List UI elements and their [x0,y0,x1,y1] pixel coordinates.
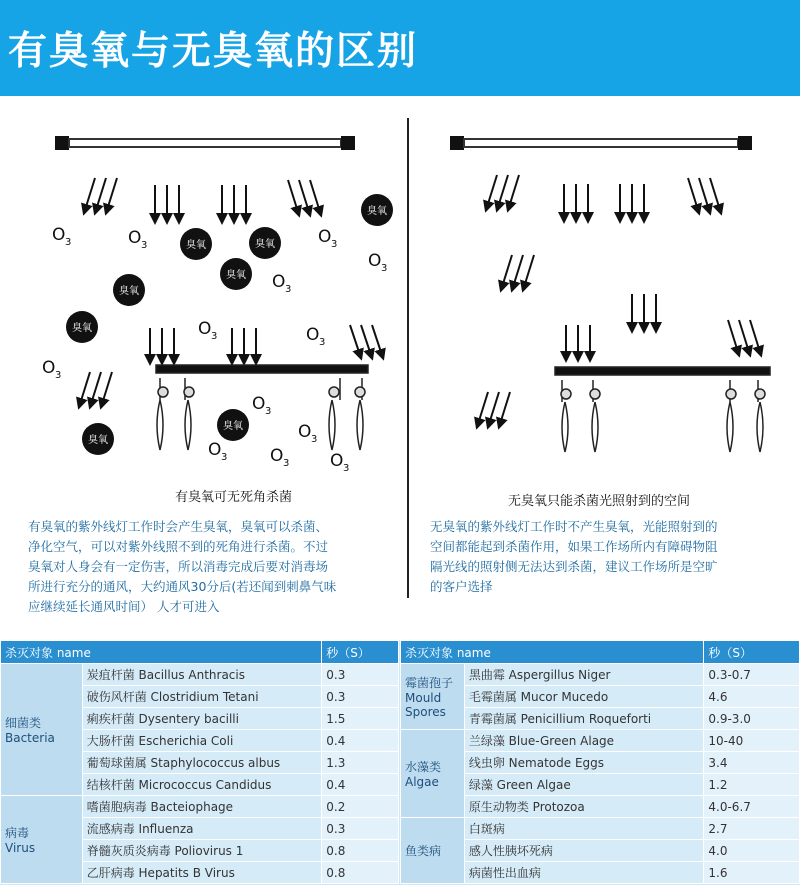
o3-symbol: O [298,422,312,442]
organism-name-cell: 毛霉菌属 Mucor Mucedo [464,686,704,708]
header-target: 杀灭对象 name [401,641,704,664]
uv-arrow [509,175,519,207]
uv-arrow [710,178,720,210]
o3-subscript: 3 [285,284,292,295]
o3-symbol: O [128,228,142,248]
seconds-cell: 1.5 [322,708,399,730]
category-cell: 细菌类 Bacteria [1,664,83,796]
uv-arrow [80,372,90,404]
uv-arrow [699,178,709,210]
organism-name-cell: 线虫卵 Nematode Eggs [464,752,704,774]
o3-subscript: 3 [283,458,290,469]
left-description [28,517,336,617]
uv-arrow [487,175,497,207]
right-desc-line: 隔光线的照射侧无法达到杀菌，建议工作场所是空旷 [430,559,718,574]
category-cell: 病毒 Virus [1,796,83,884]
ozone-label: 臭氧 [88,435,108,446]
seconds-cell: 0.9-3.0 [704,708,800,730]
seconds-cell: 1.2 [704,774,800,796]
o3-subscript: 3 [381,263,388,274]
o3-symbol: O [52,225,66,245]
right-desc-line: 的客户选择 [430,579,493,594]
uv-arrow [85,178,95,210]
organism-name-cell: 炭疽杆菌 Bacillus Anthracis [82,664,322,686]
uv-arrow [513,255,523,287]
uv-arrow [728,320,738,352]
seconds-cell: 0.4 [322,774,399,796]
o3-symbol: O [272,272,286,292]
o3-symbol: O [306,325,320,345]
seconds-cell: 0.8 [322,862,399,884]
uv-arrow [478,392,488,424]
seconds-cell: 3.4 [704,752,800,774]
organism-name-cell: 结核杆菌 Micrococcus Candidus [82,774,322,796]
header-seconds: 秒（S） [322,641,399,664]
o3-subscript: 3 [65,237,72,248]
organism-name-cell: 病菌性出血病 [464,862,704,884]
uv-lamp-ozone [55,136,355,150]
o3-symbol: O [198,319,212,339]
uv-arrow [102,372,112,404]
organism-name-cell: 原生动物类 Protozoa [464,796,704,818]
header-seconds: 秒（S） [704,641,800,664]
organism-name-cell: 脊髓灰质炎病毒 Poliovirus 1 [82,840,322,862]
category-cell: 霉菌孢子 Mould Spores [401,664,465,730]
seconds-cell: 0.3 [322,686,399,708]
table-row [401,664,800,686]
left-desc-line: 净化空气，可以对紫外线照不到的死角进行杀菌。不过 [28,539,329,554]
o3-symbol: O [330,451,344,471]
o3-subscript: 3 [211,331,218,342]
o3-symbol: O [208,440,222,460]
o3-subscript: 3 [311,434,318,445]
panel-divider [407,118,409,598]
category-cell: 鱼类病 [401,818,465,884]
seconds-cell: 0.3 [322,818,399,840]
o3-symbol: O [270,446,284,466]
uv-arrow [524,255,534,287]
uv-arrow [500,392,510,424]
uv-arrow [688,178,698,210]
table-row [1,664,399,686]
ozone-label: 臭氧 [72,323,92,334]
right-desc-line: 无臭氧的紫外线灯工作时不产生臭氧，光能照射到的 [430,519,718,534]
organism-name-cell: 葡萄球菌属 Staphylococcus albus [82,752,322,774]
uv-arrow [350,325,360,355]
o3-subscript: 3 [265,406,272,417]
o3-subscript: 3 [141,240,148,251]
ozone-label: 臭氧 [186,240,206,251]
uv-arrow [498,175,508,207]
table-row [1,796,399,818]
organism-name-cell: 青霉菌属 Penicillium Roqueforti [464,708,704,730]
uv-arrow [299,180,309,212]
o3-symbol: O [318,227,332,247]
ozone-label: 臭氧 [226,270,246,281]
seconds-cell: 0.3-0.7 [704,664,800,686]
seconds-cell: 4.0-6.7 [704,796,800,818]
table-row [401,818,800,840]
o3-symbol: O [42,358,56,378]
sterilization-table [0,640,800,885]
uv-arrow [310,180,320,212]
organism-name-cell: 乙肝病毒 Hepatits B Virus [82,862,322,884]
o3-subscript: 3 [221,452,228,463]
ozone-molecules [66,194,393,455]
seconds-cell: 10-40 [704,730,800,752]
uv-arrow [96,178,106,210]
title-banner [0,0,800,96]
seconds-cell: 2.7 [704,818,800,840]
o3-subscript: 3 [331,239,338,250]
uv-arrow [288,180,298,212]
table-no-ozone [555,367,770,452]
organism-name-cell: 流感病毒 Influenza [82,818,322,840]
ozone-label: 臭氧 [255,239,275,250]
organism-name-cell: 破伤风杆菌 Clostridium Tetani [82,686,322,708]
left-desc-line: 应继续延长通风时间） 人才可进入 [28,599,220,614]
header-target: 杀灭对象 name [1,641,322,664]
right-description [430,517,718,597]
uv-arrow [750,320,760,352]
uv-lamp-no-ozone [450,136,752,150]
seconds-cell: 0.3 [322,664,399,686]
organism-name-cell: 感人性胰坏死病 [464,840,704,862]
category-cell: 水藻类 Algae [401,730,465,818]
seconds-cell: 4.0 [704,840,800,862]
seconds-cell: 4.6 [704,686,800,708]
seconds-cell: 1.3 [322,752,399,774]
uv-arrow [91,372,101,404]
left-caption: 有臭氧可无死角杀菌 [175,490,293,505]
organism-name-cell: 白斑病 [464,818,704,840]
uv-arrow [739,320,749,352]
table-right [400,640,800,884]
page-title: 有臭氧与无臭氧的区别 [8,29,419,74]
seconds-cell: 0.4 [322,730,399,752]
o3-subscript: 3 [343,463,350,474]
left-desc-line: 所进行充分的通风，大约通风30分后(若还闻到刺鼻气味 [28,579,337,594]
seconds-cell: 1.6 [704,862,800,884]
organism-name-cell: 痢疾杆菌 Dysentery bacilli [82,708,322,730]
organism-name-cell: 绿藻 Green Algae [464,774,704,796]
uv-arrow [489,392,499,424]
uv-arrow [361,325,371,355]
organism-name-cell: 兰绿藻 Blue-Green Alage [464,730,704,752]
o3-symbol: O [368,251,382,271]
table-row [401,730,800,752]
organism-name-cell: 大肠杆菌 Escherichia Coli [82,730,322,752]
uv-arrow [107,178,117,210]
right-caption: 无臭氧只能杀菌光照射到的空间 [508,494,691,509]
ozone-label: 臭氧 [119,286,139,297]
o3-symbol: O [252,394,266,414]
left-desc-line: 臭氧对人身会有一定伤害，所以消毒完成后要对消毒场 [28,559,329,574]
table-left [0,640,399,884]
o3-subscript: 3 [319,337,326,348]
ozone-label: 臭氧 [223,421,243,432]
organism-name-cell: 嗜菌胞病毒 Bacteiophage [82,796,322,818]
right-desc-line: 空间都能起到杀菌作用，如果工作场所内有障碍物阻 [430,539,718,554]
seconds-cell: 0.2 [322,796,399,818]
uv-arrow [502,255,512,287]
left-desc-line: 有臭氧的紫外线灯工作时会产生臭氧，臭氧可以杀菌、 [28,519,329,534]
uv-ray-arrows [80,175,760,424]
organism-name-cell: 黑曲霉 Aspergillus Niger [464,664,704,686]
o3-subscript: 3 [55,370,62,381]
seconds-cell: 0.8 [322,840,399,862]
ozone-label: 臭氧 [367,206,387,217]
uv-arrow [372,325,382,355]
